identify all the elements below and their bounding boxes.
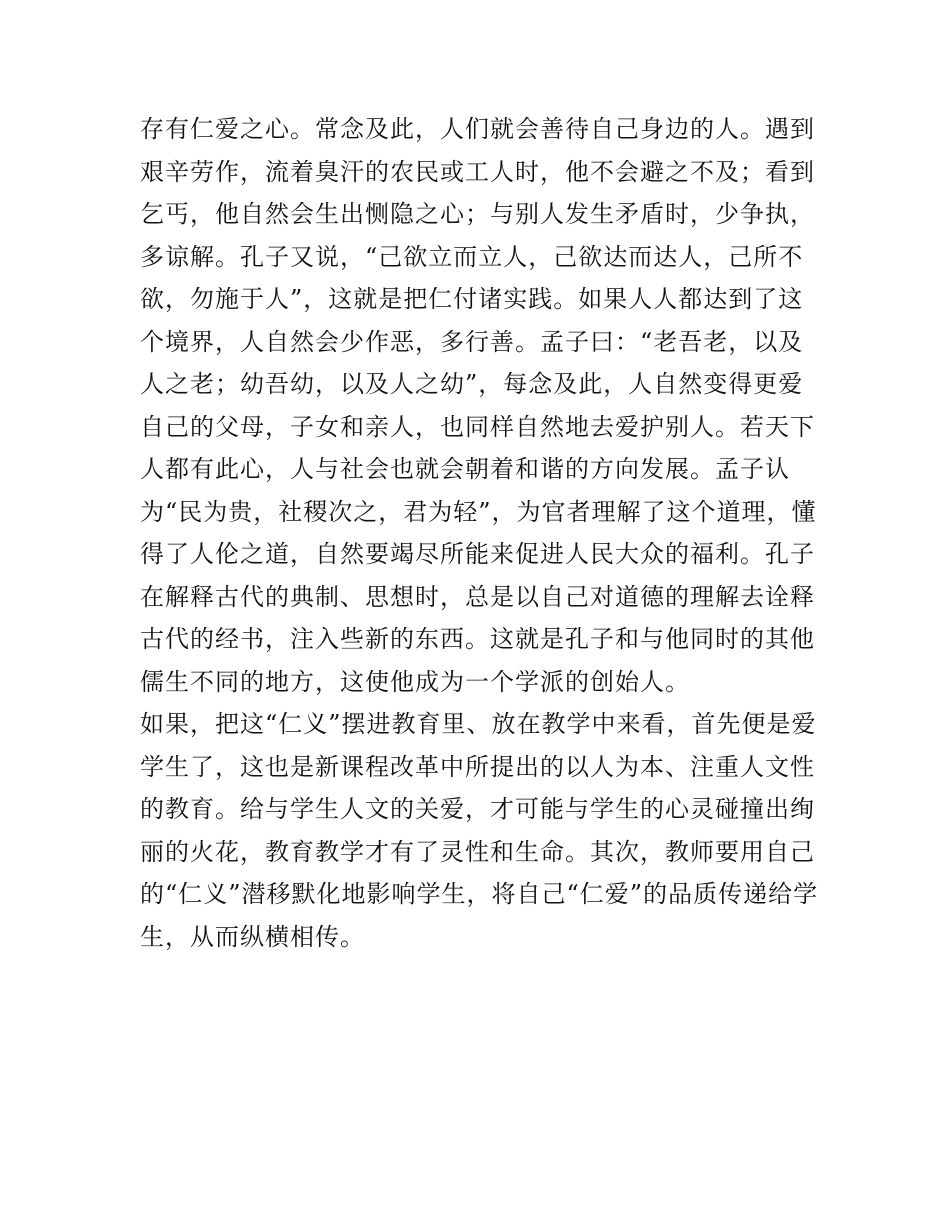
text-line: 丽的火花，教育教学才有了灵性和生命。其次，教师要用自己	[140, 837, 815, 866]
text-line: 人都有此心，人与社会也就会朝着和谐的方向发展。孟子认	[140, 455, 790, 483]
text-line: 学生了，这也是新课程改革中所提出的以人为本、注重人文性	[140, 752, 815, 781]
text-line: 乞丐，他自然会生出恻隐之心；与别人发生矛盾时，少争执，	[140, 200, 815, 228]
text-line: 儒生不同的地方，这使他成为一个学派的创始人。	[140, 667, 690, 696]
text-line: 艰辛劳作，流着臭汗的农民或工人时，他不会避之不及；看到	[140, 157, 815, 186]
text-line: 存有仁爱之心。常念及此，人们就会善待自己身边的人。遇到	[140, 115, 815, 143]
text-line: 在解释古代的典制、思想时，总是以自己对道德的理解去诠释	[140, 582, 815, 611]
text-line: 个境界，人自然会少作恶，多行善。孟子曰：“老吾老，以及	[140, 327, 804, 356]
text-line: 多谅解。孔子又说，“己欲立而立人，己欲达而达人，己所不	[140, 242, 804, 271]
text-line: 生，从而纵横相传。	[140, 922, 365, 951]
text-line: 自己的父母，子女和亲人，也同样自然地去爱护别人。若天下	[140, 412, 815, 441]
text-line: 为“民为贵，社稷次之，君为轻”，为官者理解了这个道理，懂	[140, 497, 817, 526]
text-line: 如果，把这“仁义”摆进教育里、放在教学中来看，首先便是爱	[140, 710, 817, 738]
body-text	[140, 108, 820, 958]
text-line: 的“仁义”潜移默化地影响学生，将自己“仁爱”的品质传递给学	[140, 880, 819, 908]
text-line: 古代的经书，注入些新的东西。这就是孔子和与他同时的其他	[140, 625, 815, 653]
text-line: 的教育。给与学生人文的关爱，才可能与学生的心灵碰撞出绚	[140, 795, 815, 823]
text-line: 人之老；幼吾幼，以及人之幼”，每念及此，人自然变得更爱	[140, 370, 804, 398]
text-line: 欲，勿施于人”，这就是把仁付诸实践。如果人人都达到了这	[140, 285, 804, 313]
text-line: 得了人伦之道，自然要竭尽所能来促进人民大众的福利。孔子	[140, 540, 815, 568]
